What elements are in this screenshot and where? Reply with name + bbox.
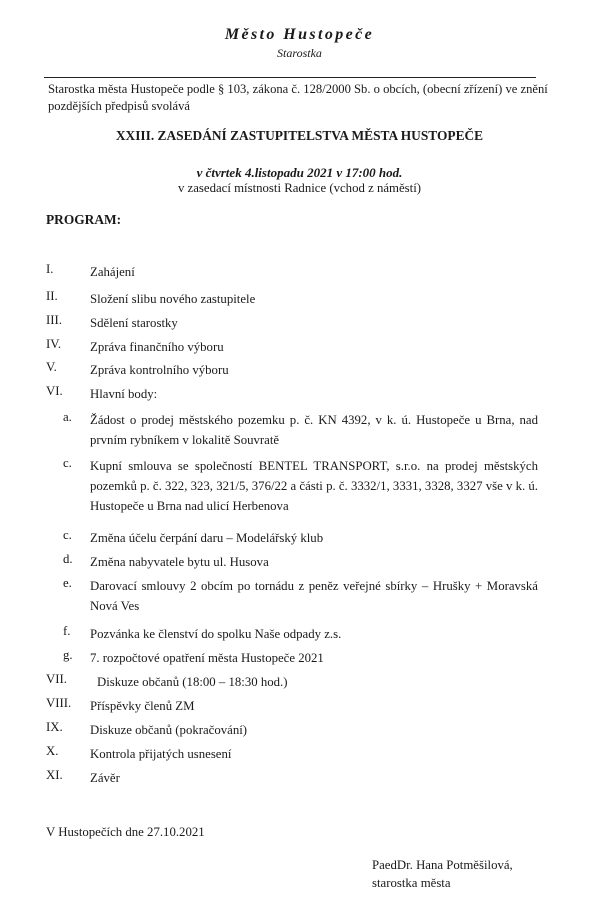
program-subitem-letter: d. xyxy=(63,552,73,566)
program-item-number: IV. xyxy=(46,337,62,351)
program-subitem-letter: c. xyxy=(63,528,72,542)
program-item-number: VII. xyxy=(46,672,67,686)
program-item-text: Složení slibu nového zastupitele xyxy=(90,292,256,306)
meeting-date: v čtvrtek 4.listopadu 2021 v 17:00 hod. xyxy=(196,165,403,180)
program-item-text: Zpráva finančního výboru xyxy=(90,340,224,354)
meeting-place: v zasedací místnosti Radnice (vchod z náměstí) xyxy=(177,181,422,195)
header-subtitle: Starostka xyxy=(277,46,322,60)
program-item-number: V. xyxy=(46,360,57,374)
program-item-text: Kontrola přijatých usnesení xyxy=(90,747,232,761)
program-item-text: Zahájení xyxy=(90,265,135,279)
program-subitem-text: Žádost o prodej městského pozemku p. č. KN 4392, v k. ú. Hustopeče u Brna, nad prvním rybníkem v lokalitě Souvratě xyxy=(90,413,538,447)
program-item-number: X. xyxy=(46,744,59,758)
program-item-number: II. xyxy=(46,289,58,303)
program-item-text: Zpráva kontrolního výboru xyxy=(90,363,229,377)
program-subitem-letter: a. xyxy=(63,410,72,424)
program-subitem-letter: f. xyxy=(63,624,71,638)
program-item-number: XI. xyxy=(46,768,63,782)
program-item-text: Sdělení starostky xyxy=(90,316,178,330)
program-item-text: Závěr xyxy=(90,771,120,785)
program-item-text: Příspěvky členů ZM xyxy=(90,699,195,713)
program-item-text: Hlavní body: xyxy=(90,387,158,401)
program-subitem-letter: g. xyxy=(63,648,73,662)
program-item-text: Diskuze občanů (pokračování) xyxy=(90,723,248,737)
program-subitem-text: 7. rozpočtové opatření města Hustopeče 2021 xyxy=(90,651,324,665)
header-title: Město Hustopeče xyxy=(224,26,375,43)
program-subitem-text: Pozvánka ke členství do spolku Naše odpady z.s. xyxy=(90,627,342,641)
program-subitem-letter: c. xyxy=(63,456,72,470)
meeting-title: XXIII. ZASEDÁNÍ ZASTUPITELSTVA MĚSTA HUSTOPEČE xyxy=(115,128,484,143)
header-divider xyxy=(44,77,536,78)
signature-name: PaedDr. Hana Potměšilová, xyxy=(372,858,513,872)
program-item-number: III. xyxy=(46,313,62,327)
program-subitem-text: Změna účelu čerpání daru – Modelářský klub xyxy=(90,531,324,545)
program-subitem-text: Kupní smlouva se společností BENTEL TRANSPORT, s.r.o. na prodej městských pozemků p. č. 322, 323, 321/5, 376/22 a části p. č. 3332/1, 3331, 3328, 3327 vše v k. ú. Hustopeče u Brna nad ulicí Herbenova xyxy=(90,459,538,513)
intro-text: Starostka města Hustopeče podle § 103, zákona č. 128/2000 Sb. o obcích, (obecní zřízení) ve znění pozdějších předpisů svolává xyxy=(48,82,548,113)
program-heading: PROGRAM: xyxy=(46,212,122,227)
program-item-text: Diskuze občanů (18:00 – 18:30 hod.) xyxy=(97,675,288,689)
program-subitem-text: Darovací smlouvy 2 obcím po tornádu z peněz veřejné sbírky – Hrušky + Moravská Nová Ves xyxy=(90,579,538,613)
signature-role: starostka města xyxy=(372,876,451,890)
issue-date: V Hustopečích dne 27.10.2021 xyxy=(46,825,205,839)
program-item-number: IX. xyxy=(46,720,63,734)
program-subitem-text: Změna nabyvatele bytu ul. Husova xyxy=(90,555,269,569)
program-item-number: VI. xyxy=(46,384,63,398)
program-subitem-letter: e. xyxy=(63,576,72,590)
program-item-number: I. xyxy=(46,262,54,276)
program-item-number: VIII. xyxy=(46,696,72,710)
